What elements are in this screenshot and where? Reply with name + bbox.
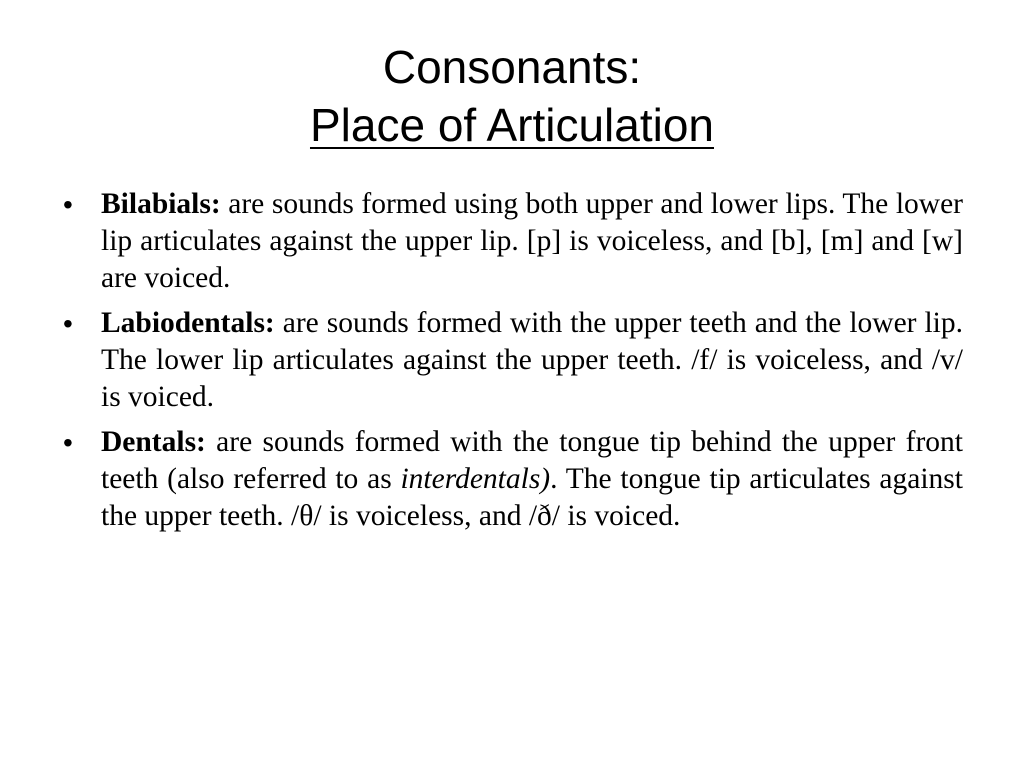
bullet-text-dentals-after: . The tongue tip articulates against the upper teeth. /θ/ is voiceless, and /ð/ is voiced. [101,463,963,532]
bullet-item-labiodentals [63,305,963,416]
slide-title: Consonants: [382,41,642,93]
bullet-marker: • [63,427,73,458]
bullet-marker: • [63,308,73,339]
bullet-term-labiodentals: Labiodentals: [101,307,275,339]
bullet-marker: • [63,189,73,220]
bullet-list [0,186,1024,543]
bullet-item-dentals [63,424,963,535]
bullet-item-bilabials [63,186,963,297]
slide-title-block [0,38,1024,154]
slide-subtitle: Place of Articulation [309,99,714,151]
bullet-text-labiodentals: are sounds formed with the upper teeth and the lower lip. The lower lip articulates against the upper teeth. /f/ is voiceless, and /v/ is voiced. [101,307,963,413]
bullet-text-bilabials: are sounds formed using both upper and lower lips. The lower lip articulates against the upper lip. [p] is voiceless, and [b], [m] and [w] are voiced. [101,188,963,294]
bullet-term-dentals: Dentals: [101,426,206,458]
bullet-text-dentals-before: are sounds formed with the tongue tip behind the upper front teeth (also referred to as [101,426,963,495]
bullet-text-dentals-italic: interdentals) [400,463,551,495]
bullet-term-bilabials: Bilabials: [101,188,221,220]
